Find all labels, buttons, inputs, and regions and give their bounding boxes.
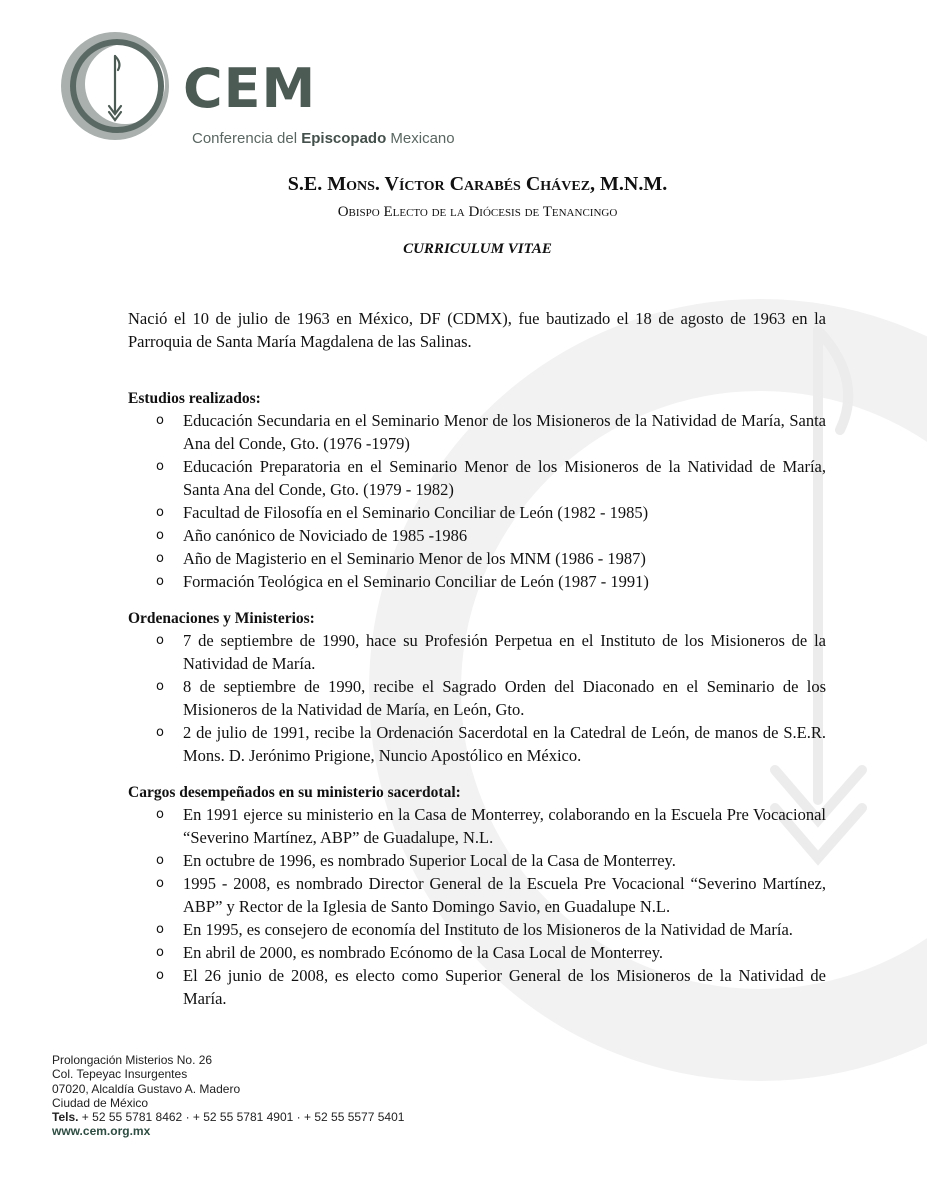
list-item [156, 501, 826, 524]
section-title: Cargos desempeñados en su ministerio sacerdotal: [128, 784, 461, 801]
list-item [156, 964, 826, 1010]
list-item-text: En octubre de 1996, es nombrado Superior Local de la Casa de Monterrey. [183, 851, 676, 870]
document-body [128, 307, 826, 1026]
logo-subtitle-suffix: Mexicano [386, 130, 455, 147]
bullet-icon: o [156, 505, 164, 520]
section-studies [128, 389, 826, 593]
bullet-icon: o [156, 528, 164, 543]
list-item-text: Educación Secundaria en el Seminario Menor de los Misioneros de la Natividad de María, Santa Ana del Conde, Gto. (1976 -1979) [183, 411, 826, 453]
list-item [156, 872, 826, 918]
list-item-text: 8 de septiembre de 1990, recibe el Sagrado Orden del Diaconado en el Seminario de los Misioneros de la Natividad de María, en León, Gto. [183, 677, 826, 719]
list-item [156, 721, 826, 767]
phones-label: Tels. [52, 1110, 79, 1125]
list-item-text: Formación Teológica en el Seminario Conciliar de León (1987 - 1991) [183, 572, 649, 591]
bullet-icon: o [156, 968, 164, 983]
list-item-text: 2 de julio de 1991, recibe la Ordenación Sacerdotal en la Catedral de León, de manos de S.E.R. Mons. D. Jerónimo Prigione, Nuncio Apostólico en México. [183, 723, 826, 765]
list-item [156, 849, 826, 872]
logo-subtitle-bold: Episcopado [301, 130, 387, 147]
list-item [156, 629, 826, 675]
bullet-icon: o [156, 574, 164, 589]
logo-subtitle [192, 130, 455, 147]
section-ordinations [128, 609, 826, 767]
list-item-text: Año canónico de Noviciado de 1985 -1986 [183, 526, 468, 545]
bullet-icon: o [156, 807, 164, 822]
bullet-icon: o [156, 679, 164, 694]
list-item-text: Facultad de Filosofía en el Seminario Conciliar de León (1982 - 1985) [183, 503, 649, 522]
list-item [156, 547, 826, 570]
list-item-text: 7 de septiembre de 1990, hace su Profesión Perpetua en el Instituto de los Misioneros de la Natividad de María. [183, 631, 826, 673]
intro-paragraph: Nació el 10 de julio de 1963 en México, DF (CDMX), fue bautizado el 18 de agosto de 1963 en la Parroquia de Santa María Magdalena de las Salinas. [128, 309, 826, 351]
footer-phones [52, 1110, 404, 1124]
section-list [128, 629, 826, 767]
cv-heading: CURRICULUM VITAE [403, 241, 552, 257]
footer-contact [52, 1053, 404, 1139]
bullet-icon: o [156, 922, 164, 937]
list-item [156, 941, 826, 964]
list-item [156, 409, 826, 455]
list-item-text: En abril de 2000, es nombrado Ecónomo de la Casa Local de Monterrey. [183, 943, 664, 962]
cem-emblem-icon [55, 26, 175, 146]
bullet-icon: o [156, 945, 164, 960]
list-item [156, 455, 826, 501]
footer-address-line: Prolongación Misterios No. 26 [52, 1053, 213, 1067]
bishop-title: Obispo Electo de la Diócesis de Tenancingo [337, 204, 618, 220]
website-link[interactable]: www.cem.org.mx [52, 1124, 151, 1139]
list-item-text: Educación Preparatoria en el Seminario Menor de los Misioneros de la Natividad de María, Santa Ana del Conde, Gto. (1979 - 1982) [183, 457, 826, 499]
footer-address-line: Col. Tepeyac Insurgentes [52, 1067, 188, 1082]
list-item [156, 570, 826, 593]
document-header [0, 170, 927, 258]
list-item [156, 524, 826, 547]
list-item [156, 803, 826, 849]
list-item-text: En 1991 ejerce su ministerio en la Casa de Monterrey, colaborando en la Escuela Pre Vocacional “Severino Martínez, ABP” de Guadalupe, N.L. [183, 805, 826, 847]
list-item-text: El 26 junio de 2008, es electo como Superior General de los Misioneros de la Natividad de María. [183, 966, 826, 1008]
section-list [128, 409, 826, 593]
logo-subtitle-prefix: Conferencia del [192, 130, 302, 147]
cem-logo [55, 26, 485, 146]
list-item [156, 918, 826, 941]
section-list [128, 803, 826, 1010]
logo-title: CEM [183, 57, 317, 120]
bishop-name: S.E. Mons. Víctor Carabés Chávez, M.N.M. [287, 173, 668, 195]
bullet-icon: o [156, 551, 164, 566]
bullet-icon: o [156, 853, 164, 868]
list-item-text: Año de Magisterio en el Seminario Menor de los MNM (1986 - 1987) [183, 549, 646, 568]
list-item [156, 675, 826, 721]
bullet-icon: o [156, 633, 164, 648]
section-positions [128, 783, 826, 1010]
footer-address-line: 07020, Alcaldía Gustavo A. Madero [52, 1081, 241, 1096]
section-title: Estudios realizados: [128, 390, 261, 407]
bullet-icon: o [156, 459, 164, 474]
bullet-icon: o [156, 876, 164, 891]
list-item-text: En 1995, es consejero de economía del Instituto de los Misioneros de la Natividad de María. [183, 920, 793, 939]
list-item-text: 1995 - 2008, es nombrado Director General de la Escuela Pre Vocacional “Severino Martínez, ABP” y Rector de la Iglesia de Santo Domingo Savio, en Guadalupe N.L. [183, 874, 826, 916]
bullet-icon: o [156, 725, 164, 740]
footer-address-line: Ciudad de México [52, 1095, 149, 1110]
phones-text: + 52 55 5781 8462 · + 52 55 5781 4901 · + 52 55 5577 5401 [78, 1110, 405, 1125]
bullet-icon: o [156, 413, 164, 428]
section-title: Ordenaciones y Ministerios: [128, 610, 315, 627]
